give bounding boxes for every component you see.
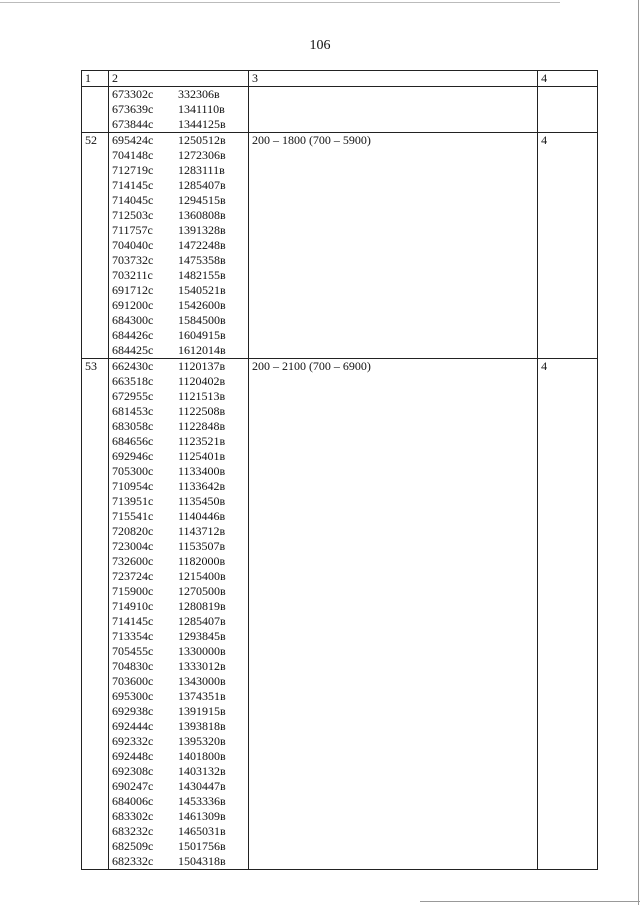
longitude-value: 1461309в	[177, 809, 226, 823]
coordinate-pair	[112, 809, 245, 824]
coordinate-pair	[112, 749, 245, 764]
coordinate-pair	[112, 148, 245, 163]
coordinate-pair	[112, 253, 245, 268]
longitude-value: 1482155в	[177, 268, 226, 282]
latitude-value: 691200c	[111, 298, 154, 312]
longitude-value: 1453336в	[177, 794, 226, 808]
latitude-value: 695424c	[111, 133, 154, 147]
longitude-value: 1272306в	[177, 148, 226, 162]
coordinate-pair	[112, 824, 245, 839]
latitude-value: 711757c	[111, 223, 153, 237]
longitude-value: 1133400в	[177, 464, 226, 478]
longitude-value: 1540521в	[177, 283, 226, 297]
longitude-value: 1584500в	[177, 313, 226, 327]
coordinate-pair	[112, 779, 245, 794]
column-4-value	[538, 87, 598, 133]
latitude-value: 703600c	[111, 674, 154, 688]
coordinate-pair	[112, 704, 245, 719]
longitude-value: 1215400в	[177, 569, 226, 583]
latitude-value: 705300c	[111, 464, 154, 478]
longitude-value: 1333012в	[177, 659, 226, 673]
latitude-value: 703732c	[111, 253, 154, 267]
latitude-value: 704040c	[111, 238, 154, 252]
latitude-value: 673844c	[111, 117, 154, 131]
column-4-value: 4	[538, 359, 598, 870]
longitude-value: 1120402в	[177, 374, 226, 388]
latitude-value: 714145c	[111, 614, 154, 628]
latitude-value: 683302c	[111, 809, 154, 823]
coordinate-pair	[112, 599, 245, 614]
longitude-value: 1475358в	[177, 253, 226, 267]
coordinate-list	[108, 87, 248, 133]
header-cell-4: 4	[538, 71, 598, 87]
latitude-value: 710954c	[111, 479, 154, 493]
coordinates-table	[81, 70, 598, 870]
latitude-value: 692308c	[111, 764, 154, 778]
longitude-value: 1403132в	[177, 764, 226, 778]
coordinate-pair	[112, 374, 245, 389]
latitude-value: 692444c	[111, 719, 154, 733]
longitude-value: 1360808в	[177, 208, 226, 222]
latitude-value: 673639c	[111, 102, 154, 116]
latitude-value: 713354c	[111, 629, 154, 643]
latitude-value: 684425c	[111, 343, 154, 357]
longitude-value: 1504318в	[177, 854, 226, 868]
coordinate-pair	[112, 524, 245, 539]
table-row	[82, 87, 598, 133]
coordinate-pair	[112, 298, 245, 313]
latitude-value: 691712c	[111, 283, 154, 297]
coordinate-pair	[112, 419, 245, 434]
altitude-range: 200 – 1800 (700 – 5900)	[248, 133, 537, 359]
latitude-value: 684656c	[111, 434, 154, 448]
longitude-value: 1123521в	[177, 434, 226, 448]
longitude-value: 1395320в	[177, 734, 226, 748]
table-row	[82, 133, 598, 359]
longitude-value: 1374351в	[177, 689, 226, 703]
longitude-value: 1122848в	[177, 419, 226, 433]
coordinate-pair	[112, 674, 245, 689]
header-cell-3: 3	[248, 71, 537, 87]
coordinate-pair	[112, 117, 245, 132]
coordinate-pair	[112, 689, 245, 704]
latitude-value: 684006c	[111, 794, 154, 808]
coordinate-pair	[112, 268, 245, 283]
coordinate-pair	[112, 343, 245, 358]
coordinate-pair	[112, 719, 245, 734]
longitude-value: 1391915в	[177, 704, 226, 718]
latitude-value: 683058c	[111, 419, 154, 433]
page-number: 106	[309, 38, 331, 53]
longitude-value: 1153507в	[177, 539, 226, 553]
longitude-value: 1401800в	[177, 749, 226, 763]
longitude-value: 1270500в	[177, 584, 226, 598]
coordinate-pair	[112, 359, 245, 374]
longitude-value: 1135450в	[177, 494, 226, 508]
latitude-value: 705455c	[111, 644, 154, 658]
coordinate-pair	[112, 794, 245, 809]
coordinate-pair	[112, 554, 245, 569]
longitude-value: 1293845в	[177, 629, 226, 643]
latitude-value: 712503c	[111, 208, 154, 222]
latitude-value: 684300c	[111, 313, 154, 327]
longitude-value: 1465031в	[177, 824, 226, 838]
coordinate-pair	[112, 133, 245, 148]
table-header-row	[82, 71, 598, 87]
coordinate-pair	[112, 584, 245, 599]
coordinate-pair	[112, 479, 245, 494]
latitude-value: 692938c	[111, 704, 154, 718]
longitude-value: 1391328в	[177, 223, 226, 237]
row-number	[82, 87, 109, 133]
longitude-value: 1430447в	[177, 779, 226, 793]
coordinate-pair	[112, 734, 245, 749]
longitude-value: 1294515в	[177, 193, 226, 207]
longitude-value: 1280819в	[177, 599, 226, 613]
latitude-value: 672955c	[111, 389, 154, 403]
scan-edge-bottom	[420, 901, 640, 902]
longitude-value: 1250512в	[177, 133, 226, 147]
row-number: 53	[82, 359, 109, 870]
row-number: 52	[82, 133, 109, 359]
latitude-value: 714910c	[111, 599, 154, 613]
longitude-value: 1501756в	[177, 839, 226, 853]
latitude-value: 714145c	[111, 178, 154, 192]
scan-edge-right	[638, 0, 639, 905]
latitude-value: 720820c	[111, 524, 154, 538]
coordinate-list	[108, 133, 248, 359]
coordinate-pair	[112, 449, 245, 464]
longitude-value: 1122508в	[177, 404, 226, 418]
coordinate-pair	[112, 614, 245, 629]
latitude-value: 692946c	[111, 449, 154, 463]
latitude-value: 682509c	[111, 839, 154, 853]
latitude-value: 690247c	[111, 779, 154, 793]
longitude-value: 1612014в	[177, 343, 226, 357]
table-row	[82, 359, 598, 870]
longitude-value: 1343000в	[177, 674, 226, 688]
coordinate-pair	[112, 223, 245, 238]
longitude-value: 1604915в	[177, 328, 226, 342]
coordinate-pair	[112, 434, 245, 449]
coordinate-pair	[112, 163, 245, 178]
coordinate-pair	[112, 644, 245, 659]
latitude-value: 712719c	[111, 163, 154, 177]
coordinate-pair	[112, 102, 245, 117]
latitude-value: 732600c	[111, 554, 154, 568]
latitude-value: 715900c	[111, 584, 154, 598]
coordinate-pair	[112, 313, 245, 328]
coordinate-list	[108, 359, 248, 870]
latitude-value: 681453c	[111, 404, 154, 418]
latitude-value: 723724c	[111, 569, 154, 583]
coordinate-pair	[112, 854, 245, 869]
latitude-value: 704830c	[111, 659, 154, 673]
coordinate-pair	[112, 389, 245, 404]
coordinate-pair	[112, 569, 245, 584]
longitude-value: 1125401в	[177, 449, 226, 463]
longitude-value: 1472248в	[177, 238, 226, 252]
coordinate-pair	[112, 464, 245, 479]
longitude-value: 1121513в	[177, 389, 226, 403]
longitude-value: 1143712в	[177, 524, 226, 538]
altitude-range: 200 – 2100 (700 – 6900)	[248, 359, 537, 870]
coordinate-pair	[112, 238, 245, 253]
coordinate-pair	[112, 494, 245, 509]
scan-edge-top	[0, 2, 560, 3]
coordinate-pair	[112, 178, 245, 193]
coordinate-pair	[112, 629, 245, 644]
latitude-value: 704148c	[111, 148, 154, 162]
longitude-value: 332306в	[177, 87, 220, 101]
coordinate-pair	[112, 328, 245, 343]
latitude-value: 703211c	[111, 268, 153, 282]
longitude-value: 1344125в	[177, 117, 226, 131]
latitude-value: 713951c	[111, 494, 154, 508]
latitude-value: 723004c	[111, 539, 154, 553]
latitude-value: 692332c	[111, 734, 154, 748]
coordinate-pair	[112, 509, 245, 524]
coordinate-pair	[112, 764, 245, 779]
column-4-value: 4	[538, 133, 598, 359]
coordinate-pair	[112, 208, 245, 223]
coordinate-pair	[112, 839, 245, 854]
latitude-value: 715541c	[111, 509, 154, 523]
longitude-value: 1133642в	[177, 479, 226, 493]
altitude-range	[248, 87, 537, 133]
latitude-value: 682332c	[111, 854, 154, 868]
longitude-value: 1285407в	[177, 178, 226, 192]
latitude-value: 683232c	[111, 824, 154, 838]
longitude-value: 1393818в	[177, 719, 226, 733]
longitude-value: 1341110в	[177, 102, 225, 116]
longitude-value: 1542600в	[177, 298, 226, 312]
latitude-value: 692448c	[111, 749, 154, 763]
longitude-value: 1283111в	[177, 163, 225, 177]
longitude-value: 1140446в	[177, 509, 226, 523]
header-cell-2: 2	[108, 71, 248, 87]
longitude-value: 1120137в	[177, 359, 226, 373]
latitude-value: 663518c	[111, 374, 154, 388]
coordinate-pair	[112, 659, 245, 674]
coordinate-pair	[112, 404, 245, 419]
longitude-value: 1182000в	[177, 554, 226, 568]
coordinate-pair	[112, 193, 245, 208]
longitude-value: 1330000в	[177, 644, 226, 658]
latitude-value: 662430c	[111, 359, 154, 373]
latitude-value: 673302c	[111, 87, 154, 101]
latitude-value: 695300c	[111, 689, 154, 703]
latitude-value: 714045c	[111, 193, 154, 207]
coordinate-pair	[112, 539, 245, 554]
coordinate-pair	[112, 283, 245, 298]
longitude-value: 1285407в	[177, 614, 226, 628]
header-cell-1: 1	[82, 71, 109, 87]
latitude-value: 684426c	[111, 328, 154, 342]
coordinate-pair	[112, 87, 245, 102]
